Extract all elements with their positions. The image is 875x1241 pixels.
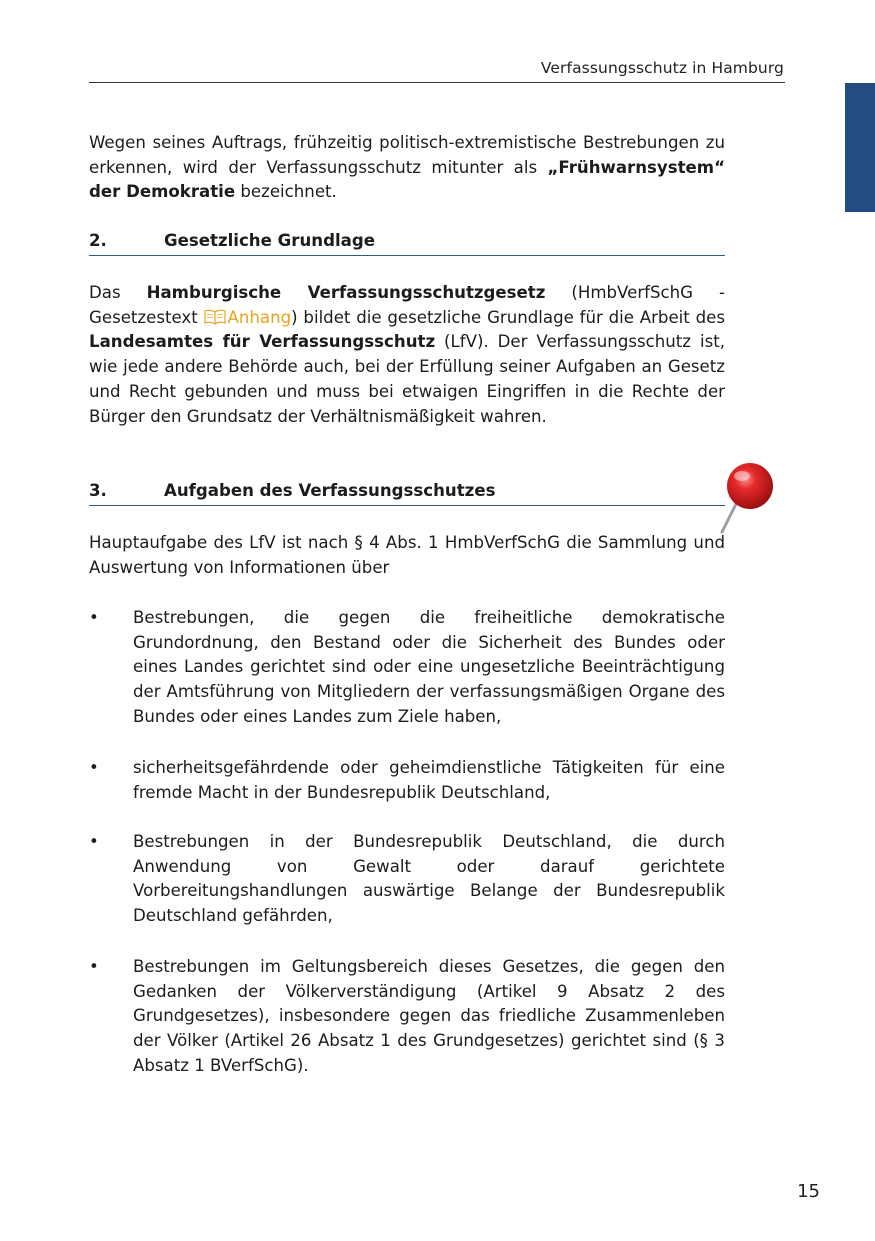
section-title: Gesetzliche Grundlage: [164, 231, 375, 250]
running-title: Verfassungsschutz in Hamburg: [540, 59, 784, 77]
section-title: Aufgaben des Verfassungsschutzes: [164, 481, 496, 500]
header-rule: [89, 82, 785, 83]
book-icon: [204, 309, 226, 325]
section-number: 3.: [89, 481, 107, 500]
section-2-paragraph: Das Hamburgische Verfassungsschutzgesetz (HmbVerfSchG - Gesetzestext Anhang) bildet die gesetzliche Grundlage für die Arbeit des Landesamtes für Verfassungsschutz (LfV). Der Verfassungsschutz ist, wie jede andere Behörde auch, bei der Erfüllung seiner Aufgaben an Gesetz und Recht gebunden und muss bei etwaigen Eingriffen in die Rechte der Bürger den Grundsatz der Verhältnismäßigkeit wahren.: [89, 283, 725, 426]
list-item-text: Bestrebungen, die gegen die freiheitliche demokratische Grundordnung, den Bestand oder die Sicherheit des Bundes oder eines Landes gerichtet sind oder eine ungesetzliche Beeinträchtigung der Amtsführung von Mitgliedern der verfassungsmäßigen Organe des Bundes oder eines Landes zum Ziele haben,: [133, 608, 725, 726]
chapter-side-tab: [845, 83, 875, 212]
intro-paragraph: Wegen seines Auftrags, frühzeitig politisch-extremistische Bestrebungen zu erkennen, wird der Verfassungsschutz mitunter als „Frühwarnsystem“ der Demokratie bezeichnet.: [89, 133, 725, 202]
pushpin-icon: [716, 462, 778, 538]
section-3-intro: Hauptaufgabe des LfV ist nach § 4 Abs. 1 HmbVerfSchG die Sammlung und Auswertung von Informationen über: [89, 533, 725, 577]
bullet-icon: •: [89, 608, 99, 627]
bullet-icon: •: [89, 957, 99, 976]
section-number: 2.: [89, 231, 107, 250]
list-item-text: sicherheitsgefährdende oder geheimdienstliche Tätigkeiten für eine fremde Macht in der Bundesrepublik Deutschland,: [133, 758, 725, 802]
bullet-icon: •: [89, 758, 99, 777]
bullet-icon: •: [89, 832, 99, 851]
list-item-text: Bestrebungen im Geltungsbereich dieses Gesetzes, die gegen den Gedanken der Völkerverständigung (Artikel 9 Absatz 2 des Grundgesetzes), insbesondere gegen das friedliche Zusammenleben der Völker (Artikel 26 Absatz 1 des Grundgesetzes) gerichtet sind (§ 3 Absatz 1 BVerfSchG).: [133, 957, 725, 1075]
section-heading-2: [89, 231, 725, 256]
appendix-link[interactable]: Anhang: [204, 308, 292, 327]
list-item-text: Bestrebungen in der Bundesrepublik Deutschland, die durch Anwendung von Gewalt oder darauf gerichtete Vorbereitungshandlungen auswärtige Belange der Bundesrepublik Deutschland gefährden,: [133, 832, 725, 926]
page-number: 15: [797, 1181, 820, 1202]
section-heading-3: [89, 481, 725, 506]
